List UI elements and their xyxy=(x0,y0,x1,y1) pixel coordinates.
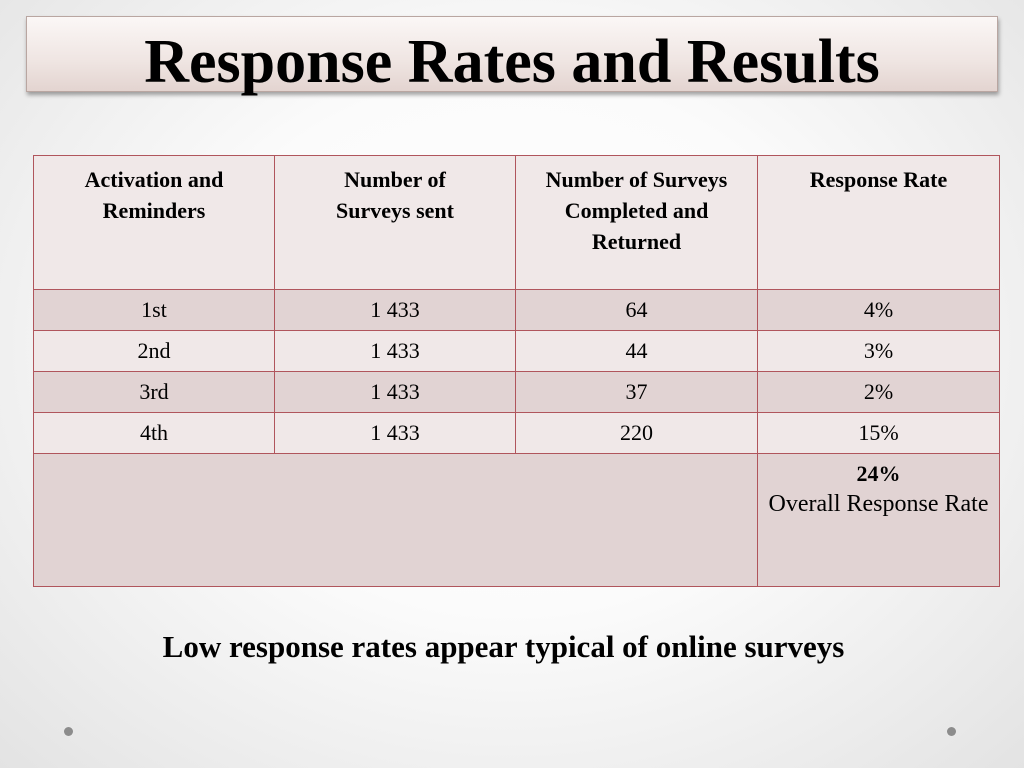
cell-activation: 1st xyxy=(34,290,275,331)
table-header-row xyxy=(34,156,1000,290)
cell-response-rate: 2% xyxy=(758,372,1000,413)
cell-surveys-sent: 1 433 xyxy=(275,413,516,454)
table-row xyxy=(34,372,1000,413)
cell-response-rate: 15% xyxy=(758,413,1000,454)
table-row xyxy=(34,413,1000,454)
title-box xyxy=(26,16,998,96)
overall-response-label: Overall Response Rate xyxy=(768,491,989,517)
summary-row xyxy=(34,454,1000,587)
cell-surveys-sent: 1 433 xyxy=(275,372,516,413)
cell-surveys-completed: 220 xyxy=(516,413,758,454)
summary-empty-cell xyxy=(34,454,758,587)
response-rates-table xyxy=(33,155,1000,587)
bullet-dot-left-icon xyxy=(64,727,73,736)
cell-surveys-completed: 64 xyxy=(516,290,758,331)
cell-activation: 4th xyxy=(34,413,275,454)
overall-response-rate: 24% xyxy=(856,461,901,486)
slide-footnote: Low response rates appear typical of online surveys xyxy=(162,629,845,664)
slide-title: Response Rates and Results xyxy=(144,28,880,96)
cell-surveys-sent: 1 433 xyxy=(275,331,516,372)
cell-surveys-completed: 44 xyxy=(516,331,758,372)
cell-surveys-sent: 1 433 xyxy=(275,290,516,331)
overall-response-cell xyxy=(758,454,1000,587)
cell-response-rate: 4% xyxy=(758,290,1000,331)
header-surveys-completed: Number of Surveys Completed and Returned xyxy=(516,156,758,290)
cell-response-rate: 3% xyxy=(758,331,1000,372)
header-response-rate: Response Rate xyxy=(758,156,1000,290)
cell-activation: 2nd xyxy=(34,331,275,372)
header-surveys-sent: Number of Surveys sent xyxy=(275,156,516,290)
table-row xyxy=(34,331,1000,372)
table-row xyxy=(34,290,1000,331)
bullet-dot-right-icon xyxy=(947,727,956,736)
cell-surveys-completed: 37 xyxy=(516,372,758,413)
header-activation: Activation and Reminders xyxy=(34,156,275,290)
cell-activation: 3rd xyxy=(34,372,275,413)
